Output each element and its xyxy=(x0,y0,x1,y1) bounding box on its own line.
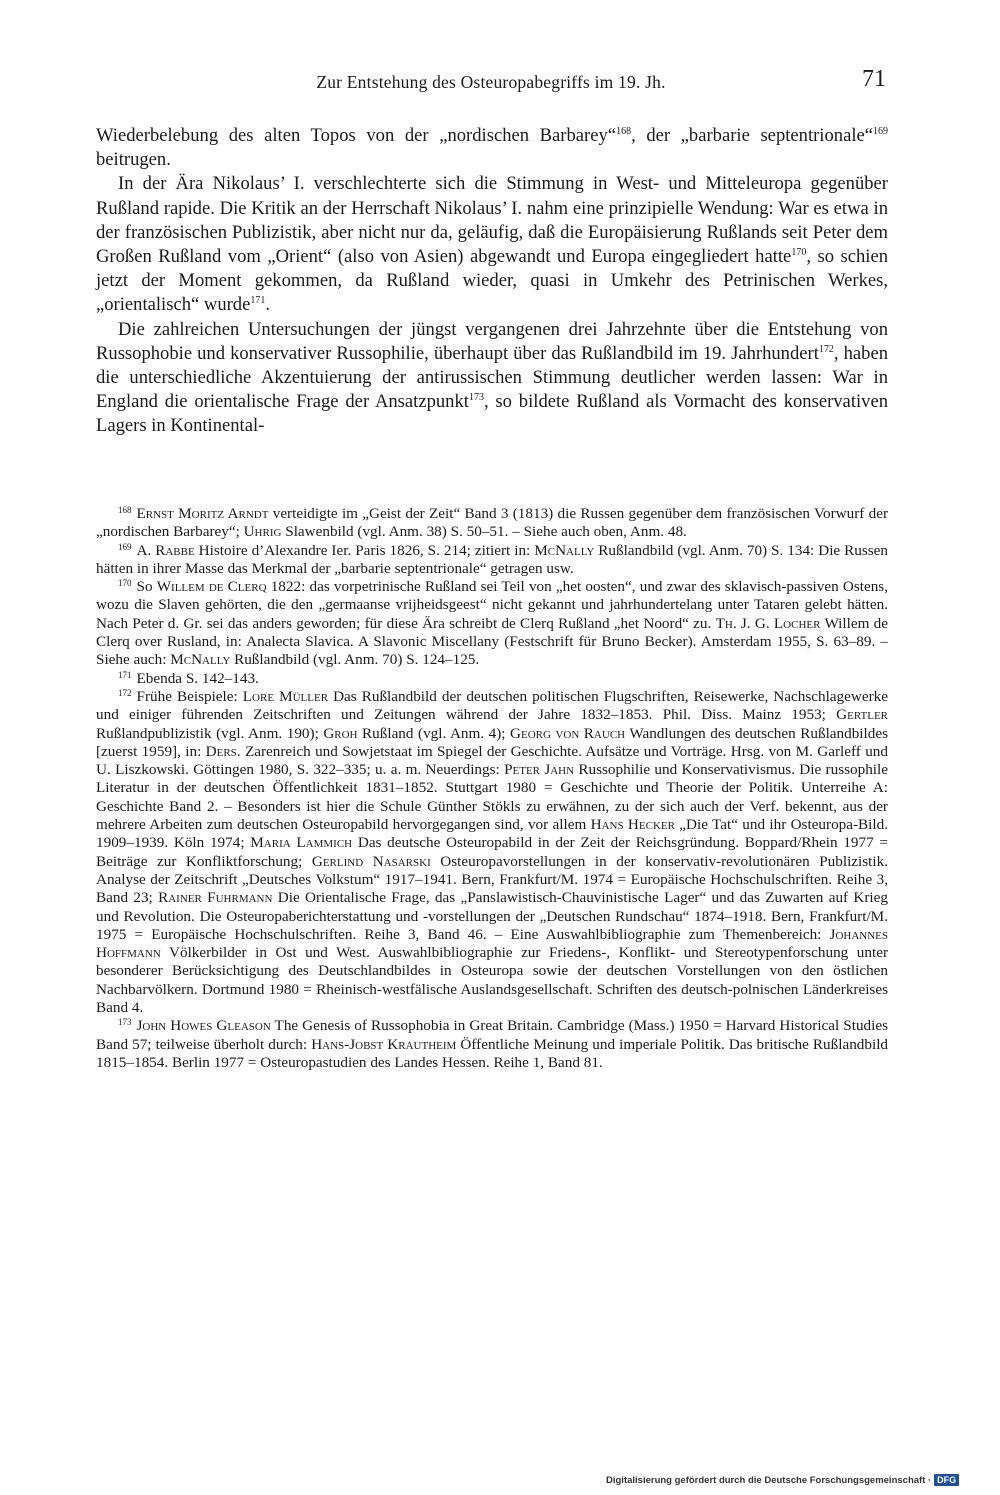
author-name: Lore Müller xyxy=(242,687,329,705)
footnote-number: 172 xyxy=(118,687,132,698)
footnote-number: 170 xyxy=(118,578,132,589)
paragraph xyxy=(96,124,888,172)
text-run: Rußlandbild (vgl. Anm. 70) S. 124–125. xyxy=(230,651,480,669)
author-name: Ernst Moritz Arndt xyxy=(136,505,269,522)
author-name: Groh xyxy=(323,724,358,742)
text-run: Das deutsche Osteuropabild in der Zeit der Reichsgründung. Boppard/Rhein 1977 = Beiträge zur Konfliktforschung; xyxy=(96,834,888,870)
text-run: Rußlandpublizistik (vgl. Anm. 190); xyxy=(96,724,324,742)
text-run: , der „barbarie septentrionale“ xyxy=(631,125,873,146)
paragraph xyxy=(96,318,888,439)
footnote-ref: 171 xyxy=(250,295,266,307)
main-text xyxy=(96,124,888,439)
text-run: , so bildete Rußland als Vormacht des konservativen Lagers in Kontinental- xyxy=(96,391,888,437)
text-run: Zarenreich und Sowjetstaat im Spiegel der Geschichte. Aufsätze und Vorträge. Hrsg. von M. Garleff und U. Liszkowski. Göttingen 1980, S. 322–335; u. a. m. Neuerdings: xyxy=(96,742,888,779)
text-run: „Die Tat“ und ihr Osteuropa-Bild. 1909–1939. Köln 1974; xyxy=(96,816,889,852)
footnote-172 xyxy=(96,688,888,1017)
author-name: Gerlind Nasarski xyxy=(311,852,431,870)
author-name: Johannes Hoffmann xyxy=(96,925,888,962)
text-run: 1822: das vorpetrinische Rußland sei Teil von „het oosten“, und zwar des sklavisch-passiven Ostens, wozu die Slaven gehörten, die den „germaanse vrijheidsgeest“ nicht gekannt und jahrhundertelang unter Tataren gelebt hätten. Nach Peter d. Gr. sei das anders geworden; für diese Ära schreibt de Clerq Rußland „het Noord“ zu. xyxy=(96,578,888,632)
running-title: Zur Entstehung des Osteuropabegriffs im 19. Jh. xyxy=(316,72,666,92)
text-run: Slawenbild (vgl. Anm. 38) S. 50–51. – Siehe auch oben, Anm. 48. xyxy=(281,523,687,541)
credit-text: Digitalisierung gefördert durch die Deutsche Forschungsgemeinschaft · xyxy=(606,1475,932,1486)
text-run: Rußland (vgl. Anm. 4); xyxy=(357,724,511,742)
dfg-logo: DFG xyxy=(934,1474,959,1486)
author-name: John Howes Gleason xyxy=(136,1017,271,1035)
footnote-169 xyxy=(96,542,888,579)
paragraph xyxy=(96,172,888,317)
text-run: . xyxy=(265,294,271,316)
author-name: Rabbe xyxy=(155,541,195,559)
text-run: , so schien jetzt der Moment gekommen, da Rußland wieder, quasi in Umkehr des Petrinischen Werkes, „orientalisch“ wurde xyxy=(96,246,889,316)
footnotes xyxy=(96,505,888,1072)
footnote-ref: 172 xyxy=(818,343,834,355)
author-name: Georg von Rauch xyxy=(510,724,626,742)
text-run: Willem de Clerq over Rusland, in: Analecta Slavica. A Slavonic Miscellany (Festschrift für Bruno Becker). Amsterdam 1955, S. 63–89. – Siehe auch: xyxy=(96,614,888,669)
footnote-171 xyxy=(96,670,888,688)
author-name: Gertler xyxy=(836,706,888,724)
author-name: Peter Jahn xyxy=(504,761,575,779)
author-name: Th. J. G. Locher xyxy=(715,614,821,632)
digitization-credit xyxy=(606,1474,959,1486)
footnote-173 xyxy=(96,1017,888,1072)
text-run: Osteuropavorstellungen in der konservativ-revolutionären Publizistik. Analyse der Zeitschrift „Deutsches Volkstum“ 1917–1941. Bern, Frankfurt/M. 1974 = Europäische Hochschulschriften. Reihe 3, Band 23; xyxy=(96,852,888,907)
author-name: Hans-Jobst Krautheim xyxy=(311,1035,457,1053)
page-number: 71 xyxy=(862,66,886,92)
author-name: Uhrig xyxy=(243,523,282,541)
footnote-168 xyxy=(96,505,888,542)
text-run: A. xyxy=(136,541,156,559)
author-name: McNally xyxy=(170,651,231,669)
text-run: Histoire d’Alexandre Ier. Paris 1826, S. 214; zitiert in: xyxy=(194,541,535,559)
text-run: Wiederbelebung des alten Topos von der „nordischen Barbarey“ xyxy=(96,125,617,146)
footnote-number: 169 xyxy=(118,541,132,552)
author-name: McNally xyxy=(534,541,595,559)
footnote-number: 171 xyxy=(118,669,132,680)
text-run: Völkerbilder in Ost und West. Auswahlbibliographie zur Friedens-, Konflikt- und Stereotypenforschung unter besonderer Berücksichtigung des Deutschlandbildes in Osteuropa sowie der deutschen Vorstellungen von den östlichen Nachbarvölkern. Dortmund 1980 = Rheinisch-westfälische Auslandsgesellschaft. Schriften des deutsch-polnischen Länderkreises Band 4. xyxy=(96,944,888,1017)
footnote-ref: 170 xyxy=(791,247,807,259)
text-run: verteidigte im „Geist der Zeit“ Band 3 (1813) die Russen gegenüber dem französischen Vorwurf der „nordischen Barbarey“; xyxy=(96,505,888,541)
footnote-number: 168 xyxy=(118,505,132,515)
footnote-ref: 169 xyxy=(873,126,888,137)
text-run: Öffentliche Meinung und imperiale Politik. Das britische Rußlandbild 1815–1854. Berlin 1977 = Osteuropastudien des Landes Hessen. Reihe 1, Band 81. xyxy=(96,1035,889,1071)
text-run: beitrugen. xyxy=(96,149,171,171)
footnote-ref: 168 xyxy=(616,126,632,137)
running-header xyxy=(96,66,886,100)
text-run: Frühe Beispiele: xyxy=(136,687,243,705)
text-run: Die zahlreichen Untersuchungen der jüngst vergangenen drei Jahrzehnte über die Entstehung von Russophobie und konservativer Russophilie, überhaupt über das Rußlandbild im 19. Jahrhundert xyxy=(96,318,888,364)
text-run: In der Ära Nikolaus’ I. verschlechterte sich die Stimmung in West- und Mitteleuropa gegenüber Rußland rapide. Die Kritik an der Herrschaft Nikolaus’ I. nahm eine prinzipielle Wendung: War es etwa in der französischen Publizistik, aber nicht nur da, geläufig, daß die Europäisierung Rußlands seit Peter dem Großen Rußland vom „Orient“ (also von Asien) abgewandt und Europa eingegliedert hatte xyxy=(96,173,888,268)
text-run: Das Rußlandbild der deutschen politischen Flugschriften, Reisewerke, Nachschlagewerke und einiger führenden Zeitschriften und Zeitungen während der Jahre 1832–1853. Phil. Diss. Mainz 1953; xyxy=(96,687,888,724)
footnote-170 xyxy=(96,578,888,669)
footnote-number: 173 xyxy=(118,1017,132,1028)
text-run: Ebenda S. 142–143. xyxy=(136,669,259,687)
author-name: Maria Lammich xyxy=(250,834,353,852)
author-name: Ders. xyxy=(205,742,241,760)
text-run: Rußlandbild (vgl. Anm. 70) S. 134: Die Russen hätten in ihrer Masse das Merkmal der „barbarie septentrionale“ getragen usw. xyxy=(96,541,889,577)
text-run: Wandlungen des deutschen Rußlandbildes [zuerst 1959], in: xyxy=(96,724,888,760)
text-run: So xyxy=(136,578,157,596)
author-name: Hans Hecker xyxy=(590,816,675,834)
footnote-ref: 173 xyxy=(468,392,484,404)
text-run: , haben die unterschiedliche Akzentuierung der antirussischen Stimmung deutlicher werden lassen: War in England die orientalische Frage der Ansatzpunkt xyxy=(96,342,888,413)
text-run: Die Orientalische Frage, das „Panslawistisch-Chauvinistische Lager“ und das Zuwarten auf Krieg und Revolution. Die Osteuropaberichterstattung und -vorstellungen der „Deutschen Rundschau“ 1874–1918. Bern, Frankfurt/M. 1975 = Europäische Hochschulschriften. Reihe 3, Band 46. – Eine Auswahlbibliographie zum Themenbereich: xyxy=(96,889,888,943)
text-run: The Genesis of Russophobia in Great Britain. Cambridge (Mass.) 1950 = Harvard Historical Studies Band 57; teilweise überholt durch: xyxy=(96,1017,888,1053)
author-name: Rainer Fuhrmann xyxy=(158,889,273,907)
text-run: Russophilie und Konservativismus. Die russophile Literatur in der deutschen Öffentlichkeit 1831–1852. Stuttgart 1980 = Geschichte und Theorie der Politik. Unterreihe A: Geschichte Band 2. – Besonders ist hier die Schule Günther Stökls zu erwähnen, zu der sich auch der Verf. bekennt, aus der mehrere Arbeiten zum deutschen Osteuropabild hervorgegangen sind, vor allem xyxy=(96,761,888,834)
author-name: Willem de Clerq xyxy=(156,578,267,596)
